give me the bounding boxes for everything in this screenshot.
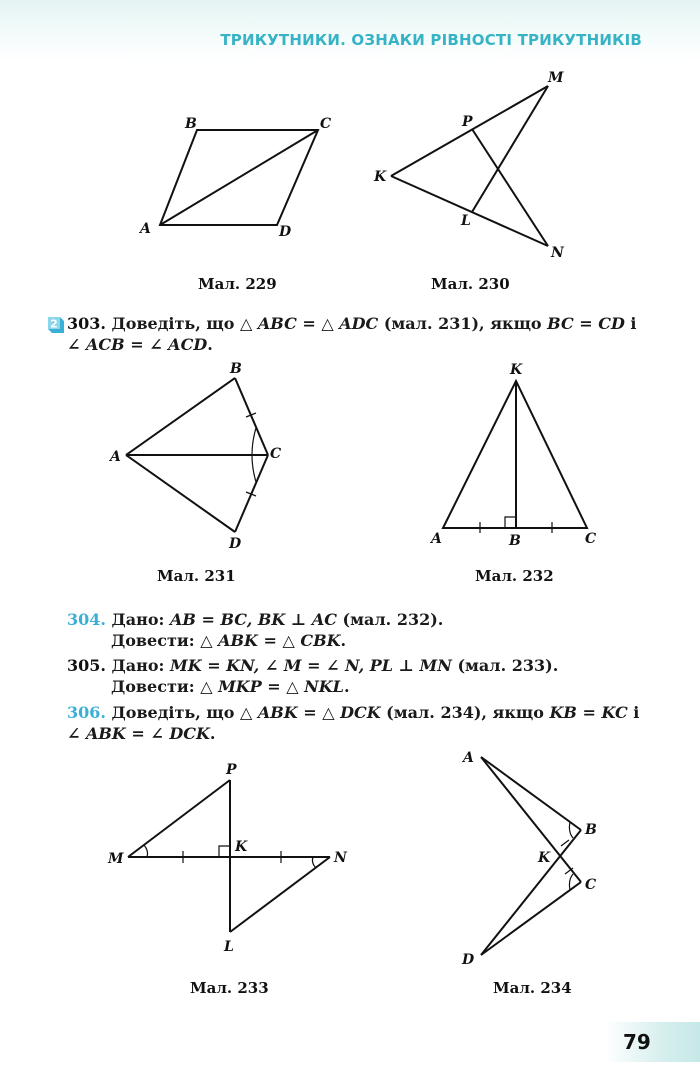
problem-306-text: Доведіть, що <box>105 703 240 722</box>
label-a: A <box>110 449 121 465</box>
label-b: B <box>185 116 197 132</box>
label-n: N <box>334 850 347 866</box>
label-k: K <box>235 839 248 855</box>
problem-303-math: BC = CD <box>547 314 625 333</box>
label-b: B <box>509 533 521 549</box>
label-a: A <box>463 750 474 766</box>
caption-231: Мал. 231 <box>157 567 236 585</box>
label-k: K <box>374 169 387 185</box>
problem-305-line2 <box>67 676 558 697</box>
right-angle-mark <box>219 846 230 857</box>
segment-mp <box>128 780 230 857</box>
problem-305-text: Дано: <box>105 656 170 675</box>
angle-arc-n <box>312 857 316 868</box>
problem-306-number: 306. <box>67 703 106 722</box>
caption-229: Мал. 229 <box>198 275 277 293</box>
page-header: ТРИКУТНИКИ. ОЗНАКИ РІВНОСТІ ТРИКУТНИКІВ <box>220 31 642 49</box>
label-d: D <box>279 224 292 240</box>
caption-232: Мал. 232 <box>475 567 554 585</box>
problem-303-math: △ ABC = △ ADC <box>239 314 379 333</box>
label-b: B <box>585 822 597 838</box>
problem-306 <box>67 702 639 744</box>
label-d: D <box>462 952 475 968</box>
page-number-text: 79 <box>623 1030 651 1054</box>
problem-303-text: . <box>207 335 213 354</box>
problem-305-math: MK = KN, ∠ M = ∠ N, PL ⊥ MN <box>170 656 452 675</box>
label-a: A <box>431 531 442 547</box>
segment-bc <box>235 378 268 455</box>
label-n: N <box>551 245 564 261</box>
label-c: C <box>585 531 597 547</box>
page-number <box>605 1022 700 1062</box>
problem-306-line2 <box>67 723 639 744</box>
problem-304-math: AB = BC, BK ⊥ AC <box>170 610 337 629</box>
problem-306-math: KB = KC <box>549 703 628 722</box>
label-c: C <box>270 446 282 462</box>
problem-303-text: і <box>624 314 637 333</box>
problem-305-text: Довести: <box>111 677 201 696</box>
segment-km <box>391 86 548 176</box>
label-p: P <box>462 114 473 130</box>
problem-306-text: . <box>209 724 216 743</box>
caption-230: Мал. 230 <box>431 275 510 293</box>
caption-234: Мал. 234 <box>493 979 572 997</box>
problem-303-line1 <box>67 313 637 334</box>
problem-303-line2 <box>67 334 637 355</box>
problem-305 <box>67 655 558 697</box>
label-a: A <box>140 221 151 237</box>
problem-305-number: 305. <box>67 656 106 675</box>
angle-arc-m <box>144 845 148 857</box>
segment-ad <box>126 455 235 532</box>
problem-303-text: Доведіть, що <box>105 314 240 333</box>
segment-ln <box>230 857 330 932</box>
problem-303 <box>67 313 637 355</box>
segment-ab <box>126 378 235 455</box>
problem-304-text: Дано: <box>105 610 170 629</box>
label-k: K <box>538 850 551 866</box>
problem-304-line1 <box>67 609 443 630</box>
label-l: L <box>461 213 471 229</box>
problem-303-number: 303. <box>67 314 106 333</box>
diagonal-ac <box>160 130 318 225</box>
label-m: M <box>108 851 124 867</box>
problem-306-math: △ ABK = △ DCK <box>239 703 381 722</box>
problem-304 <box>67 609 443 651</box>
problem-305-text: (мал. 233). <box>451 656 559 675</box>
problem-304-text: . <box>340 631 347 650</box>
problem-304-text: Довести: <box>111 631 201 650</box>
segment-lm <box>472 86 548 212</box>
problem-304-number: 304. <box>67 610 106 629</box>
problem-306-text: (мал. 234), якщо <box>380 703 550 722</box>
label-p: P <box>226 762 237 778</box>
problem-304-text: (мал. 232). <box>336 610 444 629</box>
problem-306-line1 <box>67 702 639 723</box>
problem-304-math: △ ABK = △ CBK <box>200 631 341 650</box>
problem-305-line1 <box>67 655 558 676</box>
caption-233: Мал. 233 <box>190 979 269 997</box>
problem-305-math: △ MKP = △ NKL <box>200 677 344 696</box>
label-c: C <box>585 877 597 893</box>
label-b: B <box>230 361 242 377</box>
problem-303-math: ∠ ACB = ∠ ACD <box>67 335 208 354</box>
difficulty-2-icon <box>45 314 65 334</box>
problem-304-line2 <box>67 630 443 651</box>
label-k: K <box>510 362 523 378</box>
problem-306-math: ∠ ABK = ∠ DCK <box>67 724 210 743</box>
problem-306-text: і <box>627 703 640 722</box>
label-d: D <box>229 536 242 552</box>
right-angle-mark <box>505 517 516 528</box>
difficulty-2-icon-text: 2 <box>50 317 58 331</box>
problem-303-text: (мал. 231), якщо <box>378 314 548 333</box>
label-l: L <box>224 939 234 955</box>
label-m: M <box>548 70 564 86</box>
label-c: C <box>320 116 332 132</box>
problem-305-text: . <box>343 677 350 696</box>
